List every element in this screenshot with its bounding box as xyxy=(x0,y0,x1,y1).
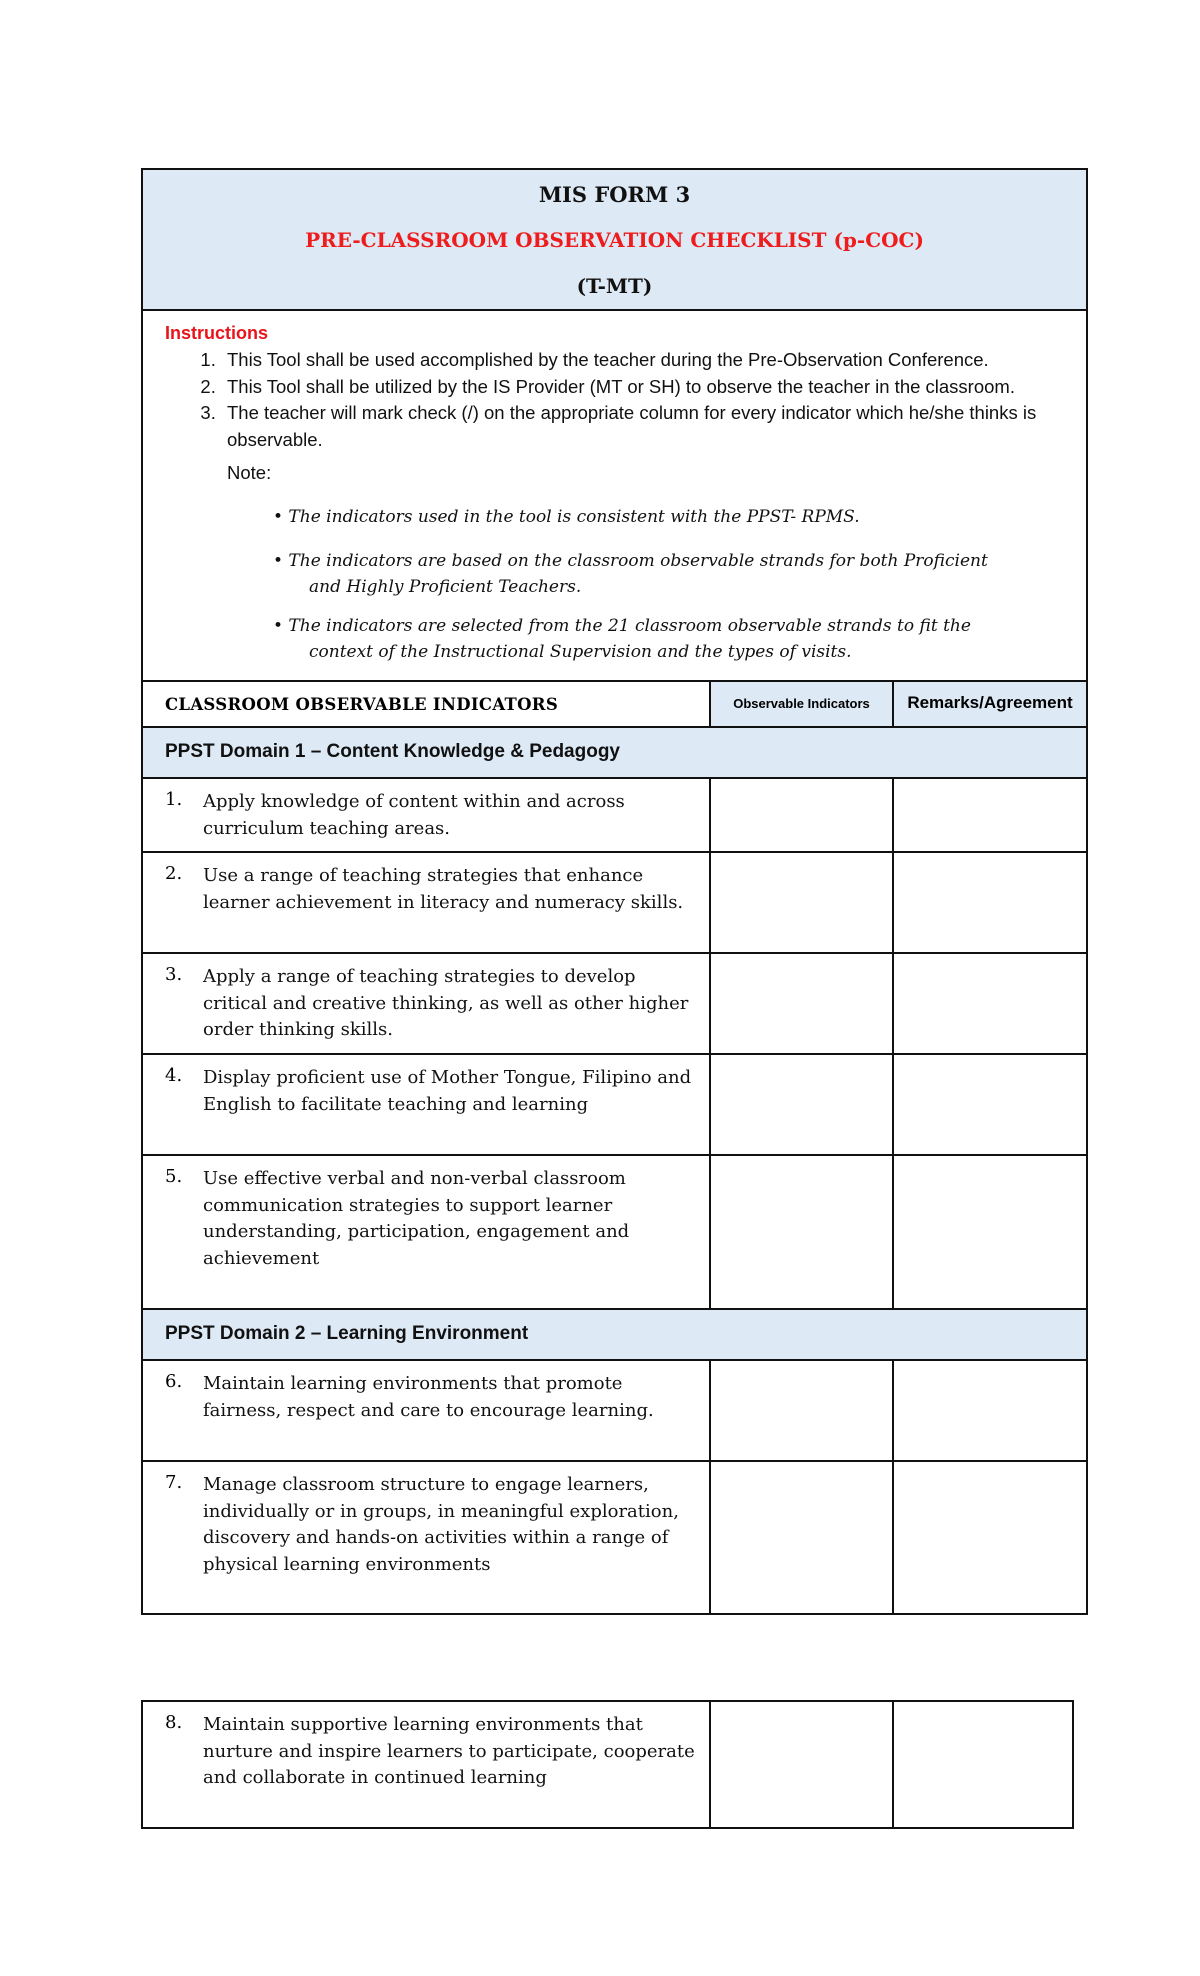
observable-check-cell[interactable] xyxy=(711,954,894,1053)
checklist-table xyxy=(141,168,1088,1615)
indicator-text: Maintain supportive learning environments that nurture and inspire learners to participate, cooperate and collaborate in continued learning xyxy=(203,1714,695,1788)
indicator-text: Apply a range of teaching strategies to develop critical and creative thinking, as well as other higher order thinking skills. xyxy=(203,966,689,1040)
indicator-text: Display proficient use of Mother Tongue, Filipino and English to facilitate teaching and learning xyxy=(203,1067,692,1115)
observable-check-cell[interactable] xyxy=(711,1361,894,1460)
remarks-cell[interactable] xyxy=(894,1702,1072,1827)
form-header xyxy=(143,170,1086,311)
observable-check-cell[interactable] xyxy=(711,1156,894,1308)
checklist-table-continued xyxy=(141,1700,1074,1829)
table-row: 7. Manage classroom structure to engage learners, individually or in groups, in meaningful exploration, discovery and hands-on activities within a range of physical learning environments xyxy=(143,1462,1086,1613)
table-row: 1. Apply knowledge of content within and across curriculum teaching areas. xyxy=(143,779,1086,853)
instructions-title: Instructions xyxy=(165,323,269,343)
table-row: 4. Display proficient use of Mother Tongue, Filipino and English to facilitate teaching and learning xyxy=(143,1055,1086,1156)
column-header-indicators: CLASSROOM OBSERVABLE INDICATORS xyxy=(143,682,711,726)
table-row: 5. Use effective verbal and non-verbal classroom communication strategies to support learner understanding, participation, engagement and achievement xyxy=(143,1156,1086,1310)
instruction-item: 1. This Tool shall be used accomplished by the teacher during the Pre-Observation Conference. xyxy=(221,347,1081,374)
indicator-text: Use a range of teaching strategies that enhance learner achievement in literacy and numeracy skills. xyxy=(203,865,684,913)
remarks-cell[interactable] xyxy=(894,853,1086,952)
remarks-cell[interactable] xyxy=(894,1361,1086,1460)
remarks-cell[interactable] xyxy=(894,779,1086,851)
column-header-remarks: Remarks/Agreement xyxy=(894,682,1086,726)
remarks-cell[interactable] xyxy=(894,1055,1086,1154)
indicator-text: Maintain learning environments that promote fairness, respect and care to encourage learning. xyxy=(203,1373,654,1421)
column-header-observable: Observable Indicators xyxy=(711,682,894,726)
form-title: PRE-CLASSROOM OBSERVATION CHECKLIST (p-COC) xyxy=(305,228,924,252)
form-number: MIS FORM 3 xyxy=(538,182,691,207)
observable-check-cell[interactable] xyxy=(711,853,894,952)
indicator-text: Apply knowledge of content within and across curriculum teaching areas. xyxy=(203,791,625,839)
table-row: 3. Apply a range of teaching strategies to develop critical and creative thinking, as well as other higher order thinking skills. xyxy=(143,954,1086,1055)
indicator-text: Manage classroom structure to engage learners, individually or in groups, in meaningful exploration, discovery and hands-on activities within a range of physical learning environments xyxy=(203,1474,679,1575)
instruction-item: 2. This Tool shall be utilized by the IS Provider (MT or SH) to observe the teacher in the classroom. xyxy=(221,374,1081,401)
note-label: Note: xyxy=(227,462,272,483)
remarks-cell[interactable] xyxy=(894,1462,1086,1613)
form-subtitle: (T-MT) xyxy=(576,274,653,298)
table-row: 6. Maintain learning environments that promote fairness, respect and care to encourage learning. xyxy=(143,1361,1086,1462)
column-header-row xyxy=(143,682,1086,728)
domain-1-header: PPST Domain 1 – Content Knowledge & Pedagogy xyxy=(143,728,1086,779)
remarks-cell[interactable] xyxy=(894,1156,1086,1308)
instructions-section xyxy=(143,311,1086,682)
observable-check-cell[interactable] xyxy=(711,779,894,851)
note-bullet: • The indicators are selected from the 21 classroom observable strands to fit the context of the Instructional Supervision and the types of visits. xyxy=(273,616,971,662)
instruction-item: 3. The teacher will mark check (/) on the appropriate column for every indicator which he/she thinks is observable. xyxy=(221,400,1081,453)
instructions-list xyxy=(143,347,1081,453)
indicator-text: Use effective verbal and non-verbal classroom communication strategies to support learner understanding, participation, engagement and achievement xyxy=(203,1168,630,1269)
observable-check-cell[interactable] xyxy=(711,1055,894,1154)
table-row: 8. Maintain supportive learning environments that nurture and inspire learners to participate, cooperate and collaborate in continued learning xyxy=(143,1702,1072,1827)
remarks-cell[interactable] xyxy=(894,954,1086,1053)
observable-check-cell[interactable] xyxy=(711,1702,894,1827)
note-bullet: • The indicators are based on the classroom observable strands for both Proficient and Highly Proficient Teachers. xyxy=(273,551,988,597)
note-bullet: • The indicators used in the tool is consistent with the PPST- RPMS. xyxy=(273,507,860,527)
table-row: 2. Use a range of teaching strategies that enhance learner achievement in literacy and numeracy skills. xyxy=(143,853,1086,954)
domain-2-header: PPST Domain 2 – Learning Environment xyxy=(143,1310,1086,1361)
observable-check-cell[interactable] xyxy=(711,1462,894,1613)
